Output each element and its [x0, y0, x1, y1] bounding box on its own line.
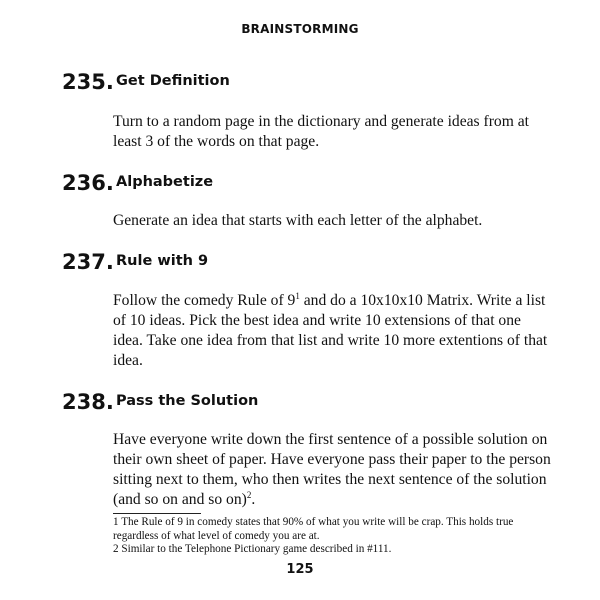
footnotes — [113, 516, 553, 557]
footnote-ref: 1 — [295, 290, 300, 301]
entry-title: Alphabetize — [116, 174, 214, 190]
body-text: and do a 10x10x10 Matrix. Write a list of 10 ideas. Pick the best idea and write 10 extensions of that one idea. Take one idea from that list and write 10 more extentions of that idea. — [113, 292, 548, 369]
footnote-2: 2 Similar to the Telephone Pictionary game described in #111. — [113, 543, 392, 555]
page-number: 125 — [286, 562, 314, 577]
body-text: . — [251, 491, 256, 508]
footnote-divider — [113, 513, 201, 514]
entry-number: 236. — [62, 171, 114, 195]
entry-body-238 — [113, 430, 553, 510]
footnote-1: 1 The Rule of 9 in comedy states that 90% of what you write will be crap. This holds true regardless of what level of comedy you are at. — [113, 516, 514, 542]
entry-number: 235. — [62, 70, 114, 94]
entry-number: 238. — [62, 390, 114, 414]
entry-body-237 — [113, 291, 553, 371]
entry-title: Rule with 9 — [116, 253, 209, 269]
footnote-ref: 2 — [246, 489, 252, 500]
entry-body-236: Generate an idea that starts with each letter of the alphabet. — [113, 212, 483, 229]
entry-number: 237. — [62, 250, 114, 274]
entry-body-235: Turn to a random page in the dictionary and generate ideas from at least 3 of the words on that page. — [113, 113, 529, 150]
entry-title: Get Definition — [116, 73, 230, 89]
body-text: Follow the comedy Rule of 9 — [113, 292, 296, 309]
entry-title: Pass the Solution — [116, 393, 259, 409]
body-text: Have everyone write down the first sentence of a possible solution on their own sheet of paper. Have everyone pass their paper to the person sitting next to them, who then writes the next sentence of the solution (and so on and so on) — [113, 431, 551, 508]
running-header: BRAINSTORMING — [241, 22, 359, 36]
